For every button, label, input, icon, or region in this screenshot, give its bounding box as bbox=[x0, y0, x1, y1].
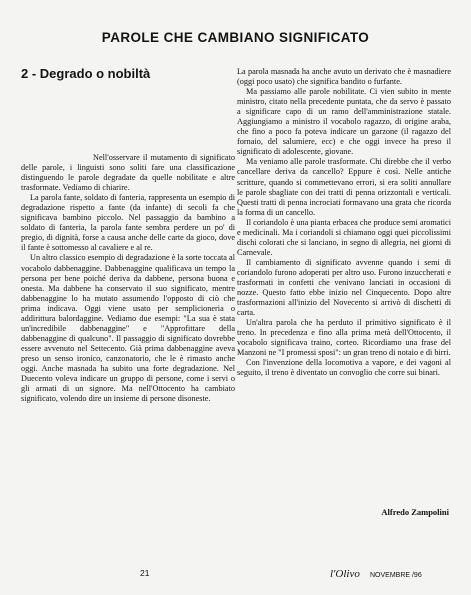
paragraph: Ma veniamo alle parole trasformate. Chi direbbe che il verbo cancellare deriva da cancello? Eppure è così. Nelle antiche scritture, quando si commettevano errori, si era soliti annullare le parole sbagliate con dei tratti di penna orizzontali e verticali. Questi tratti di penna incrociati formavano una grata che ricorda la forma di un cancello. bbox=[237, 157, 451, 217]
footer-masthead bbox=[330, 568, 422, 580]
author-signature: Alfredo Zampolini bbox=[381, 507, 449, 517]
paragraph: La parola fante, soldato di fanteria, rappresenta un esempio di degradazione rispetto a fante (da infante) di secoli fa che significava bambino piccolo. Nel passaggio da bambino a soldato di fanteria, la parola fante sembra perdere un po' di pregio, di dignità, forse a causa anche delle carte da gioco, dove il fante è sottomesso al cavaliere e al re. bbox=[21, 193, 235, 253]
magazine-logo: l'Olivo bbox=[330, 568, 360, 580]
paragraph-text: Nell'osservare il mutamento di significato delle parole, i linguisti sono soliti fare una classificazione distinguendo le parole degradate da quelle nobilitate e altre trasformate. Vediamo di chiarire. bbox=[21, 153, 235, 193]
paragraph bbox=[21, 153, 235, 193]
paragraph: Un'altra parola che ha perduto il primitivo significato è il treno. In precedenza e fino alla prima metà dell'Ottocento, il vocabolo significava traino, corteo. Ricordiamo una frase del Manzoni ne "I promessi sposi": un gran treno di notaio e di birri. bbox=[237, 318, 451, 358]
right-column bbox=[237, 67, 451, 517]
paragraph: Il coriandolo è una pianta erbacea che produce semi aromatici e medicinali. Ma i coriandoli si chiamano oggi quei piccolissimi dischi colorati che si lanciano, in segno di allegria, nei giorni di Carnevale. bbox=[237, 217, 451, 257]
left-column bbox=[21, 153, 235, 578]
paragraph: Il cambiamento di significato avvenne quando i semi di coriandolo furono adoperati per altro uso. Furono inzuccherati e trasformati in confetti che venivano lanciati in occasioni di nozze. Questo fatto ebbe inizio nel Cinquecento. Dopo altre trasformazioni all'inizio del Novecento si arrivò di dischetti di carta. bbox=[237, 257, 451, 318]
article-subtitle: 2 - Degrado o nobiltà bbox=[21, 66, 151, 81]
paragraph: La parola masnada ha anche avuto un derivato che è masnadiere (oggi poco usato) che significa bandito o furfante. bbox=[237, 67, 451, 87]
paragraph: Con l'invenzione della locomotiva a vapore, e dei vagoni al seguito, il treno è diventato un convoglio che corre sui binari. bbox=[237, 358, 451, 378]
article-title: PAROLE CHE CAMBIANO SIGNIFICATO bbox=[101, 30, 370, 45]
page-number: 21 bbox=[140, 568, 150, 578]
paragraph: Un altro classico esempio di degradazione è la sorte toccata al vocabolo dabbenaggine. Dabbenaggine qualificava un tempo la persona per bene poiché deriva da dabbene, persona buona e onesta. Ma dabbene ha conservato il suo significato, mentre dabbenaggine lo ha mutato assumendo l'opposto di ciò che prima indicava. Oggi viene usato per semplicioneria o addirittura balordaggine. Vediamo due esempi: "La sua è stata un'incredibile dabbenaggine" e "Approfittare della dabbenaggine di qualcuno". Il passaggio di significato dovrebbe essere avvenuto nel Settecento. Già prima dabbenaggine aveva preso un senso ironico, canzonatorio, che le è rimasto anche oggi. Anche masnada ha subito una forte degradazione. Nel Duecento voleva indicare un gruppo di persone, come i servi o gli armati di un signore. Ma nell'Ottocento ha cambiato significato, volendo dire un insieme di persone disoneste. bbox=[21, 253, 235, 404]
paragraph: Ma passiamo alle parole nobilitate. Ci vien subito in mente ministro, citato nella precedente puntata, che da servo è passato a significare capo di un ramo dell'amministrazione statale. Aggiungiamo a ministro il vocabolo ragazzo, di origine araba, che fino a poco fa poteva indicare un garzone (il ragazzo del fornaio, del salumiere, ecc) e che oggi invece ha preso il significato di adolescente, giovane. bbox=[237, 87, 451, 157]
issue-date: NOVEMBRE /96 bbox=[369, 572, 422, 579]
